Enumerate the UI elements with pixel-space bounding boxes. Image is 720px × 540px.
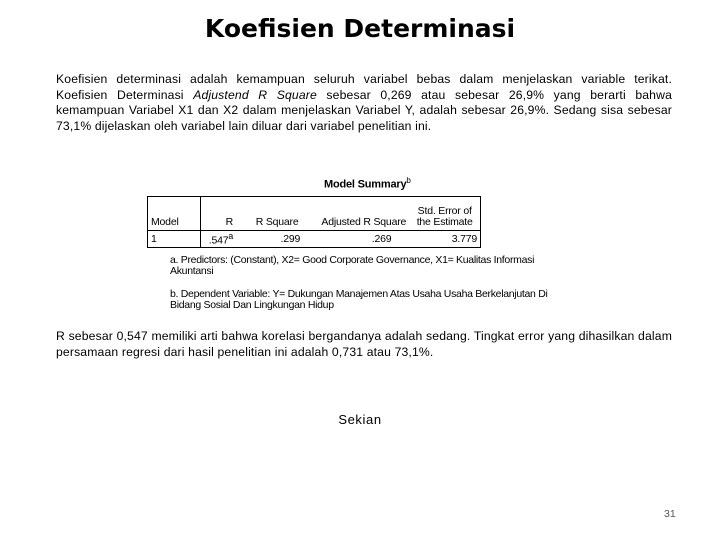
intro-text-end: sebesar 0,269 atau sebesar 26,9% yang berarti bahwa kemampuan Variabel X1 dan X2 dalam menjelaskan Variabel Y, adalah sebesar 26,9%. Sedang sisa sebesar 73,1% dijelaskan oleh variabel lain diluar dari variabel penelitian ini.: [56, 87, 672, 133]
cell-model: 1: [148, 231, 201, 248]
cell-r-square: .299: [236, 231, 318, 248]
intro-paragraph: [56, 72, 672, 134]
conclusion-text: R sebesar 0,547 memiliki arti bahwa korelasi bergandanya adalah sedang. Tingkat error yang dihasilkan dalam persamaan regresi dari hasil penelitian ini adalah 0,731 atau 73,1%.: [56, 329, 672, 359]
closing-text: Sekian: [338, 412, 382, 427]
caption-superscript: b: [406, 176, 411, 185]
model-summary-caption: [324, 176, 411, 191]
conclusion-paragraph: [56, 328, 672, 360]
header-std-error: Std. Error of the Estimate: [409, 197, 480, 231]
table-row: [148, 231, 481, 248]
header-r-square: R Square: [236, 197, 318, 231]
intro-text-start: Koefisien determinasi adalah kemampuan seluruh variabel bebas dalam menjelaskan variable terikat. Koefisien Determinasi: [56, 72, 672, 102]
model-summary-table: [147, 196, 481, 248]
header-adjusted-r-square: Adjusted R Square: [318, 197, 409, 231]
footnote-dependent-variable: b. Dependent Variable: Y= Dukungan Manajemen Atas Usaha Usaha Berkelanjutan Di Bidang Sosial Dan Lingkungan Hidup: [170, 288, 548, 311]
footnote-predictors: a. Predictors: (Constant), X2= Good Corporate Governance, X1= Kualitas Informasi Akuntansi: [170, 254, 535, 277]
slide-title: Koefisien Determinasi: [204, 14, 516, 43]
cell-std-error: 3.779: [409, 231, 480, 248]
cell-r: [201, 231, 236, 248]
cell-adjusted-r-square: .269: [318, 231, 409, 248]
table-header-row: [148, 197, 481, 231]
cell-r-value: .547: [208, 234, 229, 247]
intro-text-italic: Adjustend R Square: [193, 87, 317, 102]
header-r: R: [201, 197, 236, 231]
cell-r-superscript: a: [228, 231, 234, 241]
page-number: 31: [664, 508, 676, 520]
caption-text: Model Summary: [324, 178, 407, 191]
header-model: Model: [148, 197, 201, 231]
